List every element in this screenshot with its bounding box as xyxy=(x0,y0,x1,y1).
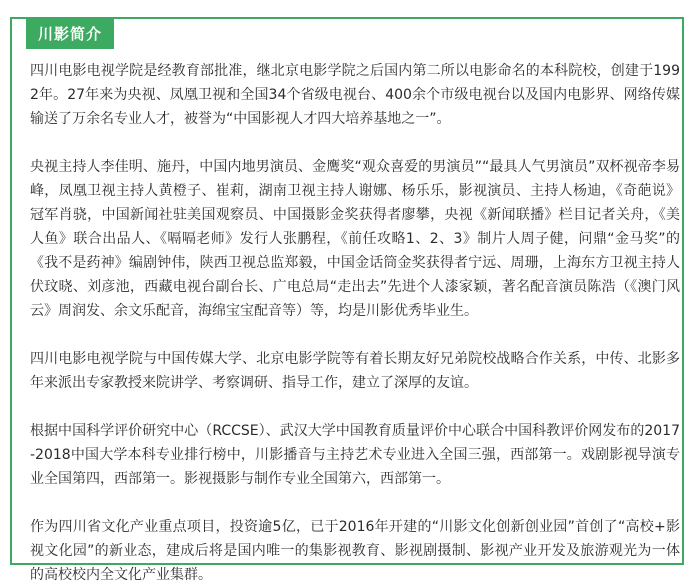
section-title: 川影简介 xyxy=(26,19,114,49)
paragraph-partnerships: 四川电影电视学院与中国传媒大学、北京电影学院等有着长期友好兄弟院校战略合作关系，中传、北影多年来派出专家教授来院讲学、考察调研、指导工作，建立了深厚的友谊。 xyxy=(30,351,680,391)
paragraph-alumni: 央视主持人李佳明、施丹，中国内地男演员、金鹰奖“观众喜爱的男演员”“最具人气男演员”双杯视帝李易峰，凤凰卫视主持人黄橙子、崔莉，湖南卫视主持人谢娜、杨乐乐，影视演员、主持人杨迪，《奇葩说》冠军肖骁，中国新闻社驻美国观察员、中国摄影金奖获得者廖攀，央视《新闻联播》栏目记者关舟，《美人鱼》联合出品人、《嗝嗝老师》发行人张鹏程，《前任攻略1、2、3》制片人周子健，问鼎“金马奖”的《我不是药神》编剧钟伟，陕西卫视总监郑毅，中国金话筒金奖获得者宁远、周珊，上海东方卫视主持人伏玟晓、刘彦池，西藏电视台副台长、广电总局“走出去”先进个人漆家颖，著名配音演员陈浩（《澳门风云》周润发、余文乐配音，海绵宝宝配音等）等，均是川影优秀毕业生。 xyxy=(30,159,680,319)
intro-content xyxy=(30,59,680,587)
intro-section xyxy=(10,17,684,583)
paragraph-culture-park: 作为四川省文化产业重点项目，投资逾5亿，已于2016年开建的“川影文化创新创业园”首创了“高校+影视文化园”的新业态，建成后将是国内唯一的集影视教育、影视剧摄制、影视产业开发及旅游观光为一体的高校校内全文化产业集群。 xyxy=(30,519,680,583)
paragraph-overview: 四川电影电视学院是经教育部批准，继北京电影学院之后国内第二所以电影命名的本科院校，创建于1992年。27年来为央视、凤凰卫视和全国34个省级电视台、400余个市级电视台以及国内电影界、网络传媒输送了万余名专业人才，被誉为“中国影视人才四大培养基地之一”。 xyxy=(30,63,680,127)
paragraph-rankings: 根据中国科学评价研究中心（RCCSE）、武汉大学中国教育质量评价中心联合中国科教评价网发布的2017-2018中国大学本科专业排行榜中，川影播音与主持艺术专业进入全国三强，西部第一。戏剧影视导演专业全国第四，西部第一。影视摄影与制作专业全国第六，西部第一。 xyxy=(30,423,680,487)
